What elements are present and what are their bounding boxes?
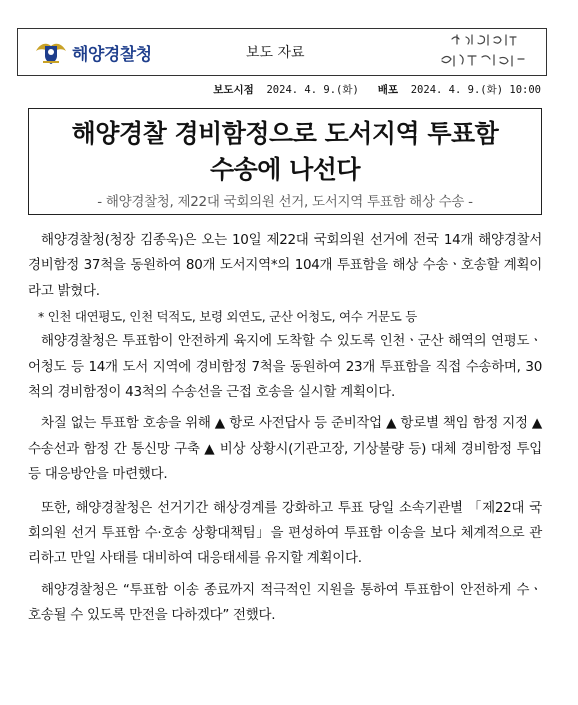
paragraph-1: 해양경찰청(청장 김종욱)은 오는 10일 제22대 국회의원 선거에 전국 14개 해양경찰서 경비함정 37척을 동원하여 80개 도서지역*의 104개 투표함을 해상 수송ㆍ호송할 계획이라고 밝혔다. <box>28 232 542 299</box>
paragraph-5: 해양경찰청은 “투표함 이송 종료까지 적극적인 지원을 통하여 투표함이 안전하게 수ㆍ호송될 수 있도록 만전을 다하겠다” 전했다. <box>28 581 542 624</box>
headline <box>29 116 541 188</box>
distribute-label: 배포 <box>377 84 399 96</box>
org-name: 해양경찰청 <box>72 44 152 65</box>
article-body <box>28 228 542 629</box>
org-logo <box>18 29 178 75</box>
title-box <box>28 108 542 215</box>
headline-line1: 해양경찰 경비함정으로 도서지역 투표함 <box>71 119 499 148</box>
doc-type-label: 보도 자료 <box>246 45 305 61</box>
release-dates <box>213 82 541 97</box>
paragraph-2: 해양경찰청은 투표함이 안전하게 육지에 도착할 수 있도록 인천ㆍ군산 해역의 연평도ㆍ어청도 등 14개 도서 지역에 경비함정 7척을 동원하여 23개 투표함을 직접 수송하며, 30척의 경비함정이 43척의 수송선을 근접 호송을 실시할 계획이다. <box>28 333 542 401</box>
headline-line2: 수송에 나선다 <box>209 155 361 184</box>
footnote: * 인천 대연평도, 인천 덕적도, 보령 외연도, 군산 어청도, 여수 거문도 등 <box>38 309 417 325</box>
release-date: 2024. 4. 9.(화) <box>266 84 359 96</box>
distribute-date: 2024. 4. 9.(화) 10:00 <box>410 84 541 96</box>
press-release-header <box>17 28 547 76</box>
handwritten-slogan <box>424 31 534 73</box>
coast-guard-emblem-icon <box>34 37 68 67</box>
subtitle: - 해양경찰청, 제22대 국회의원 선거, 도서지역 투표함 해상 수송 - <box>97 194 473 210</box>
release-label: 보도시점 <box>213 84 254 96</box>
paragraph-3: 차질 없는 투표함 호송을 위해 ▲ 항로 사전답사 등 준비작업 ▲ 항로별 책임 함정 지정 ▲ 수송선과 함정 간 통신망 구축 ▲ 비상 상황시(기관고장, 기상불량 등) 대체 경비함정 투입 등 대응방안을 마련했다. <box>28 415 542 483</box>
paragraph-4: 또한, 해양경찰청은 선거기간 해상경계를 강화하고 투표 당일 소속기관별 「제22대 국회의원 선거 투표함 수·호송 상황대책팀」을 편성하여 투표함 이송을 보다 체계적으로 관리하고 만일 사태를 대비하여 대응태세를 유지할 계획이다. <box>28 499 542 567</box>
